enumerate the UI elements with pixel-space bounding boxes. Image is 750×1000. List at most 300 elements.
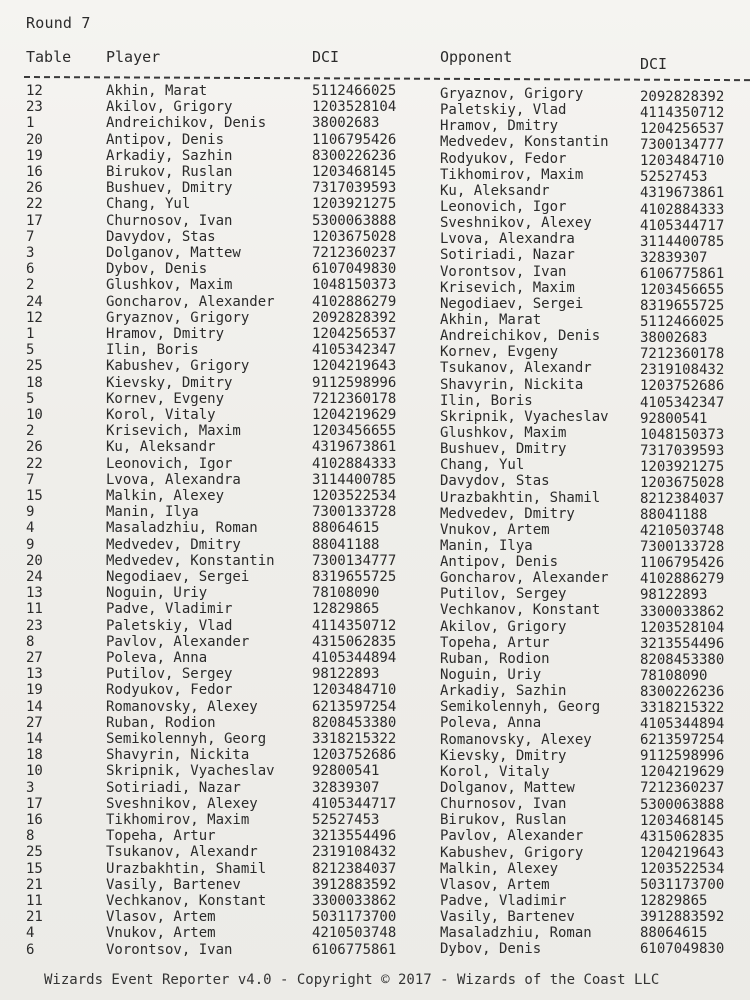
table-row <box>0 731 750 747</box>
row-table: 20 <box>26 131 43 148</box>
table-row <box>0 909 750 925</box>
row-table: 24 <box>26 569 43 585</box>
row-opponent: Davydov, Stas <box>440 473 550 490</box>
row-player-dci: 38002683 <box>312 115 380 132</box>
row-table: 13 <box>26 585 43 602</box>
row-table: 4 <box>26 925 35 942</box>
row-player-dci: 4114350712 <box>312 617 397 634</box>
table-row <box>0 326 750 347</box>
row-player: Ilin, Boris <box>106 342 199 359</box>
row-player: Semikolennyh, Georg <box>106 731 267 747</box>
row-table: 25 <box>26 844 43 861</box>
row-player: Akilov, Grigory <box>106 99 233 116</box>
row-opponent-dci: 7317039593 <box>640 442 725 459</box>
row-player: Birukov, Ruslan <box>106 164 233 180</box>
row-table: 15 <box>26 860 43 877</box>
row-opponent-dci: 8300226236 <box>640 683 725 700</box>
row-player: Paletskiy, Vlad <box>106 617 233 634</box>
row-player-dci: 1048150373 <box>312 277 397 294</box>
row-opponent-dci: 4105344894 <box>640 716 725 733</box>
row-player-dci: 5112466025 <box>312 83 397 99</box>
row-player-dci: 4105342347 <box>312 342 397 359</box>
row-opponent-dci: 4105342347 <box>640 394 725 411</box>
table-row <box>0 115 750 138</box>
row-player-dci: 8300226236 <box>312 147 397 164</box>
row-player-dci: 98122893 <box>312 666 380 683</box>
row-opponent: Semikolennyh, Georg <box>440 699 601 716</box>
row-player: Medvedev, Konstantin <box>106 552 275 569</box>
row-opponent: Vlasov, Artem <box>440 876 550 893</box>
table-row <box>0 536 750 556</box>
row-player: Skripnik, Vyacheslav <box>106 763 275 780</box>
row-opponent-dci: 2092828392 <box>640 89 725 105</box>
row-player: Ku, Aleksandr <box>106 439 216 456</box>
row-player-dci: 92800541 <box>312 763 380 780</box>
row-opponent: Krisevich, Maxim <box>440 279 575 296</box>
row-table: 22 <box>26 196 43 213</box>
row-opponent: Rodyukov, Fedor <box>440 150 567 167</box>
footer-copyright: Wizards Event Reporter v4.0 - Copyright © 2017 - Wizards of the Coast LLC <box>44 972 660 988</box>
table-row <box>0 861 750 877</box>
row-table: 16 <box>26 812 43 828</box>
table-row <box>0 293 750 315</box>
row-table: 24 <box>26 293 43 310</box>
row-player-dci: 1203528104 <box>312 99 397 116</box>
row-opponent-dci: 5031173700 <box>640 876 725 893</box>
row-opponent-dci: 1106795426 <box>640 555 725 572</box>
table-row <box>0 877 750 893</box>
row-player: Urazbakhtin, Shamil <box>106 860 267 877</box>
row-table: 25 <box>26 358 43 375</box>
row-opponent: Birukov, Ruslan <box>440 812 567 829</box>
row-player-dci: 9112598996 <box>312 374 397 391</box>
row-opponent: Korol, Vitaly <box>440 763 550 780</box>
row-opponent: Manin, Ilya <box>440 537 533 554</box>
table-row <box>0 747 750 763</box>
row-player-dci: 52527453 <box>312 812 380 828</box>
row-player-dci: 88041188 <box>312 536 380 553</box>
row-player: Romanovsky, Alexey <box>106 698 258 715</box>
row-opponent: Arkadiy, Sazhin <box>440 683 567 700</box>
row-player: Noguin, Uriy <box>106 585 208 602</box>
row-table: 11 <box>26 601 43 618</box>
row-player-dci: 4105344717 <box>312 795 397 812</box>
table-row <box>0 812 750 828</box>
row-player: Bushuev, Dmitry <box>106 180 233 197</box>
row-table: 21 <box>26 876 43 893</box>
table-row <box>0 423 750 443</box>
table-row <box>0 196 750 218</box>
row-player-dci: 6106775861 <box>312 941 397 958</box>
row-player-dci: 12829865 <box>312 601 380 618</box>
row-opponent-dci: 8319655725 <box>640 298 725 315</box>
row-opponent-dci: 1204219643 <box>640 844 725 861</box>
row-table: 16 <box>26 164 43 180</box>
row-player-dci: 7300133728 <box>312 504 397 521</box>
row-opponent-dci: 3300033862 <box>640 603 725 620</box>
row-opponent-dci: 1203456655 <box>640 281 725 298</box>
row-opponent: Chang, Yul <box>440 457 525 474</box>
row-player: Arkadiy, Sazhin <box>106 147 233 164</box>
table-row <box>0 99 750 122</box>
table-row <box>0 455 750 475</box>
row-player-dci: 3300033862 <box>312 893 397 909</box>
row-opponent-dci: 52527453 <box>640 169 708 186</box>
row-player: Padve, Vladimir <box>106 601 233 618</box>
header-opponent-dci: DCI <box>640 55 668 73</box>
row-opponent: Kabushev, Grigory <box>440 844 584 861</box>
row-player: Poleva, Anna <box>106 650 208 666</box>
table-row <box>0 828 750 844</box>
row-opponent: Vechkanov, Konstant <box>440 602 601 619</box>
row-player: Vechkanov, Konstant <box>106 893 267 909</box>
row-opponent: Ruban, Rodion <box>440 650 550 667</box>
row-opponent-dci: 4319673861 <box>640 185 725 202</box>
row-opponent: Akilov, Grigory <box>440 618 567 635</box>
row-opponent: Vasily, Bartenev <box>440 909 575 926</box>
row-opponent: Pavlov, Alexander <box>440 828 584 845</box>
table-row <box>0 374 750 395</box>
row-player-dci: 3213554496 <box>312 828 397 845</box>
row-player: Pavlov, Alexander <box>106 633 250 650</box>
table-row <box>0 715 750 731</box>
row-opponent-dci: 1203752686 <box>640 378 725 395</box>
row-opponent-dci: 1203528104 <box>640 619 725 636</box>
row-player-dci: 4102886279 <box>312 293 397 310</box>
table-row <box>0 780 750 796</box>
row-table: 6 <box>26 941 35 958</box>
row-player: Gryaznov, Grigory <box>106 309 250 326</box>
row-opponent-dci: 3912883592 <box>640 909 725 926</box>
row-table: 14 <box>26 731 43 747</box>
row-player-dci: 8319655725 <box>312 569 397 585</box>
row-player-dci: 1203456655 <box>312 423 397 440</box>
row-opponent-dci: 7300134777 <box>640 137 725 154</box>
row-opponent-dci: 6106775861 <box>640 265 725 282</box>
row-opponent-dci: 78108090 <box>640 667 708 684</box>
row-player-dci: 8212384037 <box>312 860 397 877</box>
row-player: Vlasov, Artem <box>106 909 216 926</box>
row-player-dci: 6107049830 <box>312 261 397 278</box>
row-opponent-dci: 1203484710 <box>640 153 725 170</box>
row-opponent: Negodiaev, Sergei <box>440 295 584 312</box>
row-player-dci: 1203675028 <box>312 228 397 245</box>
row-player-dci: 1203522534 <box>312 488 397 504</box>
table-row <box>0 228 750 250</box>
table-row <box>0 552 750 572</box>
row-opponent: Tsukanov, Alexandr <box>440 360 592 377</box>
table-row <box>0 261 750 282</box>
table-row <box>0 682 750 698</box>
row-table: 8 <box>26 633 35 650</box>
row-opponent-dci: 4105344717 <box>640 217 725 234</box>
row-table: 15 <box>26 488 43 504</box>
row-player: Masaladzhiu, Roman <box>106 520 258 537</box>
row-player-dci: 5031173700 <box>312 909 397 926</box>
row-player: Krisevich, Maxim <box>106 423 241 440</box>
row-player-dci: 4319673861 <box>312 439 397 456</box>
row-opponent: Medvedev, Dmitry <box>440 505 575 522</box>
table-row <box>0 942 750 958</box>
row-player: Kabushev, Grigory <box>106 358 250 375</box>
row-player-dci: 8208453380 <box>312 714 397 731</box>
row-opponent: Shavyrin, Nickita <box>440 376 584 393</box>
table-row <box>0 390 750 411</box>
row-table: 23 <box>26 617 43 634</box>
row-player: Vasily, Bartenev <box>106 876 241 893</box>
row-opponent: Akhin, Marat <box>440 311 542 328</box>
row-player: Dolganov, Mattew <box>106 245 241 261</box>
row-opponent: Leonovich, Igor <box>440 198 567 215</box>
row-opponent: Masaladzhiu, Roman <box>440 925 592 942</box>
row-table: 23 <box>26 99 43 116</box>
row-table: 1 <box>26 115 35 132</box>
row-opponent: Tikhomirov, Maxim <box>440 166 584 183</box>
row-opponent-dci: 12829865 <box>640 893 708 909</box>
row-player-dci: 2319108432 <box>312 844 397 861</box>
row-opponent: Glushkov, Maxim <box>440 424 567 441</box>
table-row <box>0 83 750 105</box>
row-opponent-dci: 88041188 <box>640 507 708 524</box>
row-player-dci: 1203468145 <box>312 164 397 180</box>
row-opponent: Hramov, Dmitry <box>440 118 559 135</box>
table-row <box>0 763 750 779</box>
header-player: Player <box>106 48 161 66</box>
row-player: Dybov, Denis <box>106 261 208 278</box>
row-opponent: Ilin, Boris <box>440 392 533 409</box>
table-row <box>0 180 750 202</box>
row-player: Churnosov, Ivan <box>106 212 233 229</box>
row-player: Tsukanov, Alexandr <box>106 844 258 861</box>
row-player-dci: 7212360237 <box>312 245 397 261</box>
header-divider <box>24 76 750 81</box>
row-player: Sotiriadi, Nazar <box>106 779 241 796</box>
row-table: 9 <box>26 536 35 553</box>
row-opponent: Goncharov, Alexander <box>440 570 609 587</box>
header-dci: DCI <box>312 48 340 66</box>
row-table: 12 <box>26 83 43 99</box>
row-opponent-dci: 98122893 <box>640 587 708 604</box>
table-row <box>0 504 750 524</box>
row-player-dci: 4102884333 <box>312 455 397 472</box>
row-opponent: Vnukov, Artem <box>440 521 550 538</box>
row-opponent: Dybov, Denis <box>440 941 542 958</box>
row-opponent-dci: 32839307 <box>640 249 708 266</box>
row-player-dci: 4105344894 <box>312 650 397 666</box>
row-table: 26 <box>26 180 43 197</box>
row-table: 2 <box>26 423 35 440</box>
row-opponent: Lvova, Alexandra <box>440 231 575 248</box>
row-player: Vorontsov, Ivan <box>106 941 233 958</box>
table-row <box>0 212 750 234</box>
row-opponent-dci: 1048150373 <box>640 426 725 443</box>
row-player: Kornev, Evgeny <box>106 390 225 407</box>
table-row <box>0 439 750 459</box>
table-row <box>0 796 750 812</box>
row-table: 21 <box>26 909 43 926</box>
row-opponent: Topeha, Artur <box>440 634 550 651</box>
row-opponent: Sveshnikov, Alexey <box>440 215 592 232</box>
row-table: 17 <box>26 212 43 229</box>
table-row <box>0 277 750 298</box>
row-player-dci: 7317039593 <box>312 180 397 197</box>
row-player-dci: 5300063888 <box>312 212 397 229</box>
row-opponent-dci: 7300133728 <box>640 539 725 556</box>
row-opponent-dci: 8208453380 <box>640 651 725 668</box>
row-player: Topeha, Artur <box>106 828 216 845</box>
row-player: Malkin, Alexey <box>106 488 225 504</box>
table-row <box>0 147 750 170</box>
row-player-dci: 1203921275 <box>312 196 397 213</box>
row-player: Goncharov, Alexander <box>106 293 275 310</box>
row-opponent-dci: 3213554496 <box>640 635 725 652</box>
row-table: 10 <box>26 407 43 423</box>
row-opponent-dci: 1203522534 <box>640 860 725 877</box>
row-opponent: Churnosov, Ivan <box>440 796 567 813</box>
row-table: 19 <box>26 682 43 699</box>
row-table: 27 <box>26 650 43 666</box>
table-row <box>0 699 750 715</box>
row-table: 9 <box>26 504 35 521</box>
row-player-dci: 32839307 <box>312 779 380 796</box>
row-table: 18 <box>26 747 43 764</box>
row-opponent: Medvedev, Konstantin <box>440 134 609 151</box>
row-table: 2 <box>26 277 35 294</box>
row-player-dci: 1204219643 <box>312 358 397 375</box>
row-opponent-dci: 4114350712 <box>640 105 725 122</box>
row-table: 14 <box>26 698 43 715</box>
table-row <box>0 342 750 363</box>
row-player: Chang, Yul <box>106 196 191 213</box>
row-table: 22 <box>26 455 43 472</box>
row-player: Leonovich, Igor <box>106 455 233 472</box>
table-row <box>0 358 750 379</box>
row-player-dci: 1106795426 <box>312 131 397 148</box>
row-table: 26 <box>26 439 43 456</box>
row-opponent: Bushuev, Dmitry <box>440 441 567 458</box>
row-table: 7 <box>26 228 35 245</box>
row-opponent-dci: 5112466025 <box>640 314 725 331</box>
table-row <box>0 666 750 682</box>
table-row <box>0 925 750 941</box>
row-opponent: Kornev, Evgeny <box>440 344 559 361</box>
row-opponent: Vorontsov, Ivan <box>440 263 567 280</box>
row-player: Andreichikov, Denis <box>106 115 267 132</box>
row-player-dci: 7212360178 <box>312 390 397 407</box>
row-player-dci: 7300134777 <box>312 552 397 569</box>
row-opponent-dci: 4315062835 <box>640 828 725 845</box>
row-opponent-dci: 7212360178 <box>640 346 725 363</box>
header-table: Table <box>26 48 72 66</box>
table-row <box>0 601 750 620</box>
table-row <box>0 844 750 860</box>
row-opponent-dci: 4102884333 <box>640 201 725 218</box>
row-opponent-dci: 1204219629 <box>640 764 725 781</box>
table-row <box>0 585 750 604</box>
row-player-dci: 4315062835 <box>312 633 397 650</box>
row-player: Korol, Vitaly <box>106 407 216 423</box>
row-opponent-dci: 1203468145 <box>640 812 725 829</box>
row-opponent: Kievsky, Dmitry <box>440 747 567 764</box>
row-player-dci: 3318215322 <box>312 731 397 747</box>
row-opponent-dci: 88064615 <box>640 925 708 942</box>
row-opponent-dci: 7212360237 <box>640 780 725 797</box>
table-row <box>0 471 750 491</box>
row-opponent: Ku, Aleksandr <box>440 182 550 199</box>
row-opponent-dci: 1204256537 <box>640 121 725 138</box>
row-opponent-dci: 5300063888 <box>640 796 725 813</box>
row-table: 5 <box>26 390 35 407</box>
row-opponent-dci: 3114400785 <box>640 233 725 250</box>
row-opponent-dci: 2319108432 <box>640 362 725 379</box>
row-table: 12 <box>26 309 43 326</box>
row-player: Tikhomirov, Maxim <box>106 812 250 828</box>
row-opponent: Gryaznov, Grigory <box>440 86 584 102</box>
row-opponent: Urazbakhtin, Shamil <box>440 489 601 506</box>
row-player: Ruban, Rodion <box>106 714 216 731</box>
row-player-dci: 4210503748 <box>312 925 397 942</box>
table-row <box>0 131 750 154</box>
row-player-dci: 1204219629 <box>312 407 397 423</box>
row-opponent: Padve, Vladimir <box>440 893 567 909</box>
row-opponent-dci: 4210503748 <box>640 523 725 540</box>
row-opponent: Poleva, Anna <box>440 715 542 732</box>
row-player: Hramov, Dmitry <box>106 326 225 342</box>
row-opponent: Putilov, Sergey <box>440 586 567 603</box>
row-table: 20 <box>26 552 43 569</box>
row-table: 6 <box>26 261 35 278</box>
row-table: 17 <box>26 795 43 812</box>
row-opponent: Paletskiy, Vlad <box>440 102 567 119</box>
row-table: 18 <box>26 374 43 391</box>
row-player: Davydov, Stas <box>106 228 216 245</box>
row-table: 10 <box>26 763 43 780</box>
row-player: Kievsky, Dmitry <box>106 374 233 391</box>
row-table: 19 <box>26 147 43 164</box>
row-opponent-dci: 1203921275 <box>640 458 725 475</box>
row-opponent: Andreichikov, Denis <box>440 328 601 345</box>
table-row <box>0 309 750 331</box>
row-table: 3 <box>26 245 35 261</box>
row-player: Medvedev, Dmitry <box>106 536 241 553</box>
row-opponent-dci: 3318215322 <box>640 700 725 717</box>
row-player-dci: 1203752686 <box>312 747 397 764</box>
table-row <box>0 650 750 666</box>
row-opponent-dci: 8212384037 <box>640 491 725 507</box>
row-opponent-dci: 4102886279 <box>640 571 725 588</box>
row-player: Negodiaev, Sergei <box>106 569 250 585</box>
row-opponent: Romanovsky, Alexey <box>440 731 592 748</box>
row-opponent-dci: 1203675028 <box>640 474 725 491</box>
row-opponent: Antipov, Denis <box>440 554 559 571</box>
row-player: Glushkov, Maxim <box>106 277 233 294</box>
row-player: Putilov, Sergey <box>106 666 233 683</box>
row-opponent: Malkin, Alexey <box>440 860 559 877</box>
row-opponent-dci: 38002683 <box>640 330 708 347</box>
row-table: 3 <box>26 779 35 796</box>
row-opponent: Sotiriadi, Nazar <box>440 247 575 264</box>
row-player: Shavyrin, Nickita <box>106 747 250 764</box>
table-row <box>0 893 750 909</box>
row-table: 5 <box>26 342 35 359</box>
table-row <box>0 520 750 540</box>
row-table: 11 <box>26 893 43 909</box>
row-player: Manin, Ilya <box>106 504 199 521</box>
row-player-dci: 3114400785 <box>312 471 397 488</box>
row-table: 1 <box>26 326 35 342</box>
row-opponent: Noguin, Uriy <box>440 667 542 684</box>
row-table: 4 <box>26 520 35 537</box>
